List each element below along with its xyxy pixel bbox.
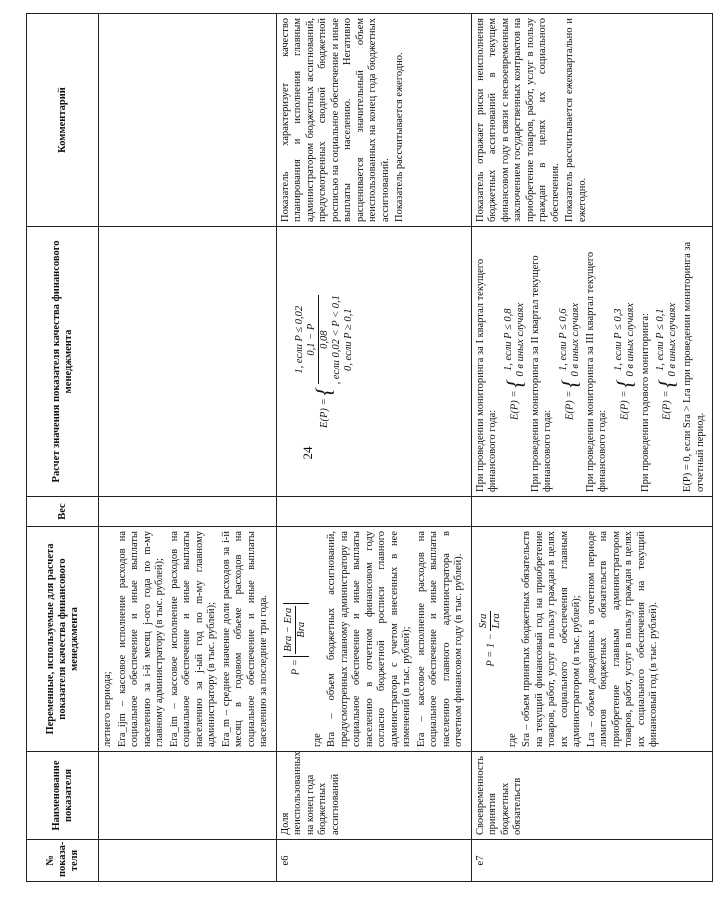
cell-variables-continued <box>99 527 277 752</box>
variable-description: Era – кассовое исполнение расходов на социальное обеспечение и иные выплаты населению главного администратора в отчетном финансовом году (в тыс. рублей). <box>415 531 464 747</box>
page-number: 24 <box>300 446 315 460</box>
cell-calculation: При проведении мониторинга за I квартал текущего финансового года: E(P) = { 1, если P ≤ 0,8 0 в иных случаях При проведении мониторинга за II квартал текущего финансового года: E(P) = { 1, если P ≤ 0,6 0 в иных случаях При проведении мониторинга за III квартал текущего финансового года: E(P) = { 1, если P ≤ 0,3 0 в иных случаях При проведении годового мониторинга: E(P) = { 1, если P ≤ 0,1 0 в иных случаях E(P) = 0, если Sra > Lra при проведении мониторинга за отчетный период. <box>471 227 713 497</box>
table-row-e7 <box>471 14 713 882</box>
calc-formula-year: E(P) = { 1, если P ≤ 0,1 0 в иных случаях <box>654 302 679 421</box>
cell-empty <box>99 752 277 840</box>
header-name: Наименование показателя <box>27 752 99 840</box>
cell-comment: Показатель отражает риски неисполнения бюджетных ассигнований в текущем финансовом году в связи с несвоевременным заключением государственных контрактов на приобретение товаров, работ, услуг в пользу граждан в целях их социального обеспечения. Показатель рассчитывается ежеквартально и ежегодно. <box>471 14 713 227</box>
variable-line: Era_m – среднее значение доли расходов за i-й месяц в годовом объеме расходов на социальное обеспечение и иные выплаты населению за последние три года. <box>220 531 269 747</box>
formula-cases: 1, если P ≤ 0,02 0,1 − P 0,08 , если 0,02 < P < 0,1 0, если P ≥ 0,1 <box>293 295 354 385</box>
table-row-e6 <box>276 14 471 882</box>
cell-variables: P = Bra − Era Bra где Bra – объем бюджетных ассигнований, предусмотренных главному администратору на социальное обеспечение и иные выплаты населению в отчетном финансовом году согласно бюджетной росписи главного администратора с учетом внесенных в нее изменений (в тыс. рублей); Era – кассовое исполнение расходов на социальное обеспечение и иные выплаты населению главного администратора в отчетном финансовом году (в тыс. рублей). <box>276 527 471 752</box>
calc-formula-q2: E(P) = { 1, если P ≤ 0,6 0 в иных случаях <box>556 302 582 421</box>
calc-formula-q3: E(P) = { 1, если P ≤ 0,3 0 в иных случаях <box>611 302 637 421</box>
variable-description: Sra – объем принятых бюджетных обязательств на текущий финансовый год на приобретение товаров, работ, услуг в пользу граждан в целях их социального обеспечения главным администратором (в тыс. рублей); <box>521 531 582 747</box>
rotated-table-page <box>26 14 706 882</box>
variable-line: Era_ijm – кассовое исполнение расходов на социальное обеспечение и иные выплаты населению за i-й месяц j-ого года по m-му главному администратору (в тыс. рублей); <box>116 531 165 747</box>
cell-empty <box>99 840 277 882</box>
absolute-value <box>283 603 309 657</box>
indicator-name: Доля неиспользованных на конец года бюджетных ассигнований <box>276 752 471 840</box>
header-number: № показа-теля <box>27 840 99 882</box>
calc-formula: E(P) = { 1, если P ≤ 0,02 0,1 − P 0,08 , если 0,02 < P < 0,1 0, если P ≥ 0,1 <box>293 295 354 428</box>
indicator-number: е7 <box>471 840 713 882</box>
header-weight: Вес <box>27 497 99 527</box>
indicator-formula: P = 1 − Sra Lra <box>477 613 502 667</box>
table-row-continued <box>99 14 277 882</box>
cell-empty <box>99 14 277 227</box>
table-header-row <box>27 14 99 882</box>
header-variables: Переменные, используемые для расчета показателя качества финансового менеджмента <box>27 527 99 752</box>
cell-empty <box>99 227 277 497</box>
variable-description: Lra – объем доведенных в отчетном периоде лимитов бюджетных обязательств на приобретение главным администратором товаров, работ, услуг в пользу граждан в целях их социального обеспечения на текущий финансовый год (в тыс. рублей). <box>585 531 659 747</box>
calc-formula-q1: E(P) = { 1, если P ≤ 0,8 0 в иных случаях <box>501 302 527 421</box>
header-calculation: Расчет значения показателя качества финансового менеджмента <box>27 227 99 497</box>
variable-description: Bra – объем бюджетных ассигнований, предусмотренных главному администратору на социальное обеспечение и иные выплаты населению в отчетном финансовом году согласно бюджетной росписи главного администратора с учетом внесенных в нее изменений (в тыс. рублей); <box>326 531 412 747</box>
cell-variables: P = 1 − Sra Lra где Sra – объем принятых бюджетных обязательств на текущий финансовый год на приобретение товаров, работ, услуг в пользу граждан в целях их социального обеспечения главным администратором (в тыс. рублей); Lra – объем доведенных в отчетном периоде лимитов бюджетных обязательств на приобретение главным администратором товаров, работ, услуг в пользу граждан в целях их социального обеспечения на текущий финансовый год (в тыс. рублей). <box>471 527 713 752</box>
cell-calculation <box>276 227 471 497</box>
indicator-name: Своевременность принятия бюджетных обязательств <box>471 752 713 840</box>
cell-weight <box>471 497 713 527</box>
fraction: Sra Lra <box>477 613 502 629</box>
indicator-formula: P = Bra − Era Bra <box>283 531 309 747</box>
cell-comment: Показатель характеризует качество планирования и исполнения главным администратором бюджетных ассигнований, предусмотренных сводной бюджетной росписью на социальное обеспечение и иные выплаты населению. Негативно расценивается значительный объем неиспользованных на конец года бюджетных ассигнований. Показатель рассчитывается ежегодно. <box>276 14 471 227</box>
variable-line: летнего периода; <box>102 671 113 747</box>
indicator-table <box>26 13 713 882</box>
indicator-number: е6 <box>276 840 471 882</box>
cell-empty <box>99 497 277 527</box>
cell-weight <box>276 497 471 527</box>
fraction: Bra − Era Bra <box>282 607 307 652</box>
header-comment: Комментарий <box>27 14 99 227</box>
variable-line: Era_im – кассовое исполнение расходов на социальное обеспечение и иные выплаты населению за j-ый год по m-му главному администратору (в тыс. рублей); <box>168 531 217 747</box>
